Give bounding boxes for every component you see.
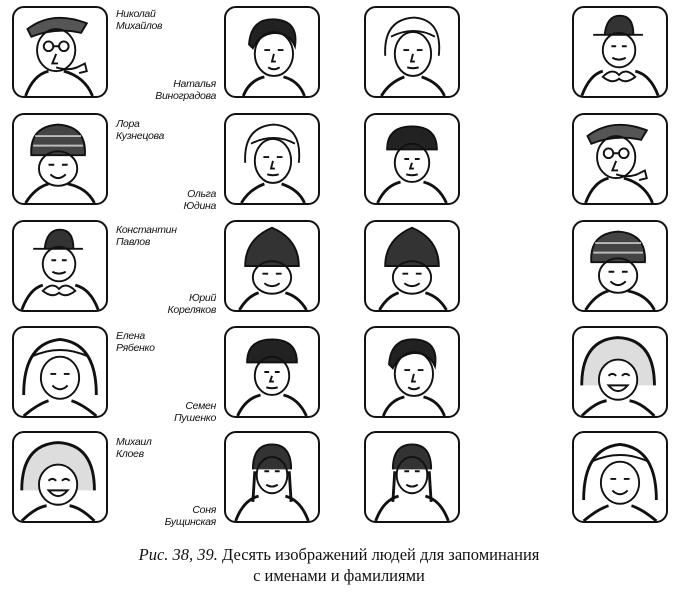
portrait-recall-1 <box>364 6 460 98</box>
portrait-korelyakov <box>224 220 320 312</box>
name-label-kloev: Михаил Клоев <box>116 436 152 460</box>
name-label-yudina: Ольга Юдина <box>183 188 216 212</box>
portrait-bushchinskaya <box>224 431 320 523</box>
name-label-ryabenko: Елена Рябенко <box>116 330 155 354</box>
portrait-recall-7 <box>572 113 668 205</box>
name-label-vinogradova: Наталья Виноградова <box>155 78 216 102</box>
figure-caption <box>0 544 678 586</box>
portrait-kloev <box>12 431 108 523</box>
portrait-recall-2 <box>364 113 460 205</box>
name-label-korelyakov: Юрий Кореляков <box>167 292 216 316</box>
portrait-yudina <box>224 113 320 205</box>
portrait-mikhailov <box>12 6 108 98</box>
name-label-kuznetsova: Лора Кузнецова <box>116 118 165 142</box>
portrait-recall-9 <box>572 326 668 418</box>
portrait-recall-3 <box>364 220 460 312</box>
portrait-ryabenko <box>12 326 108 418</box>
portrait-recall-5 <box>364 431 460 523</box>
portrait-kuznetsova <box>12 113 108 205</box>
name-label-pavlov: Константин Павлов <box>116 224 177 248</box>
portrait-recall-4 <box>364 326 460 418</box>
portrait-pushenko <box>224 326 320 418</box>
portrait-vinogradova <box>224 6 320 98</box>
name-label-pushenko: Семен Пушенко <box>174 400 216 424</box>
name-label-bushchinskaya: Соня Бущинская <box>164 504 216 528</box>
portrait-recall-6 <box>572 6 668 98</box>
caption-line-1: Десять изображений людей для запоминания <box>222 545 540 564</box>
figure-number: Рис. 38, 39. <box>138 545 218 564</box>
portrait-pavlov <box>12 220 108 312</box>
portrait-recall-10 <box>572 431 668 523</box>
portrait-recall-8 <box>572 220 668 312</box>
name-label-mikhailov: Николай Михайлов <box>116 8 163 32</box>
caption-line-2: с именами и фамилиями <box>253 566 425 585</box>
